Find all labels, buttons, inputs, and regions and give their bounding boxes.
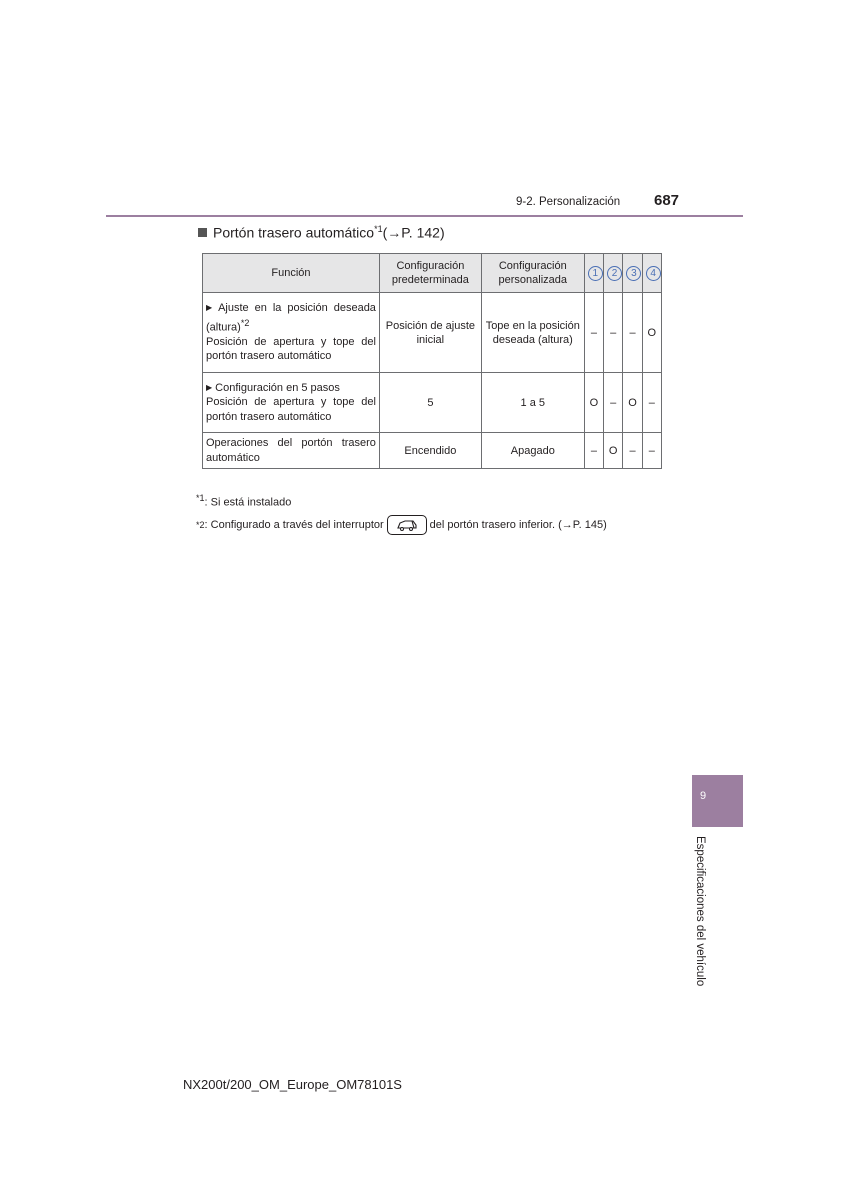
row-function-main: Operaciones del portón trasero automático [206, 437, 376, 464]
footnote-1-text: : Si está instalado [204, 496, 292, 509]
footnote-1-mark: *1 [196, 493, 205, 503]
row-mark-4: – [642, 373, 661, 433]
table-row [203, 293, 662, 373]
table-row [203, 373, 662, 433]
row-mark-2: – [604, 373, 623, 433]
header-num-1 [584, 254, 603, 293]
section-title-text: Portón trasero automático [213, 224, 375, 241]
row-function-sub: Posición de apertura y tope del portón trasero automático [206, 335, 376, 363]
row-default: Encendido [379, 433, 481, 469]
section-title-footnote-mark: *1 [374, 224, 383, 234]
footnote-2-mark: *2 [196, 520, 205, 530]
row-mark-2: O [604, 433, 623, 469]
row-custom: 1 a 5 [481, 373, 584, 433]
footnote-1 [196, 493, 291, 509]
circled-number-icon: 4 [646, 266, 661, 281]
settings-table [202, 253, 662, 469]
page-number: 687 [654, 192, 680, 209]
header-function: Función [203, 254, 380, 293]
row-default: Posición de ajuste inicial [379, 293, 481, 373]
table-header-row [203, 254, 662, 293]
row-mark-1: – [584, 433, 603, 469]
header-divider [106, 215, 743, 217]
section-title-page-ref: (→P. 142) [382, 224, 445, 241]
row-custom: Tope en la posición deseada (altura) [481, 293, 584, 373]
row-mark-3: – [623, 293, 642, 373]
footnote-2-text-b: del portón trasero inferior. (→P. 145) [429, 519, 607, 531]
tailgate-switch-icon [387, 515, 427, 535]
circled-number-icon: 1 [588, 266, 603, 281]
row-mark-2: – [604, 293, 623, 373]
header-num-2 [604, 254, 623, 293]
header-num-4 [642, 254, 661, 293]
header-custom: Configuración personalizada [481, 254, 584, 293]
square-bullet-icon [198, 228, 207, 237]
row-mark-3: O [623, 373, 642, 433]
row-function [203, 433, 380, 469]
row-function [203, 293, 380, 373]
circled-number-icon: 3 [626, 266, 641, 281]
chapter-tab-label: Especificaciones del vehículo [694, 836, 706, 987]
chapter-tab-number: 9 [700, 790, 707, 802]
row-mark-1: O [584, 373, 603, 433]
row-mark-3: – [623, 433, 642, 469]
footer-doc-code: NX200t/200_OM_Europe_OM78101S [183, 1077, 402, 1092]
footnote-2 [196, 515, 607, 535]
row-custom: Apagado [481, 433, 584, 469]
row-mark-4: O [642, 293, 661, 373]
header-section-title: 9-2. Personalización [516, 196, 621, 208]
triangle-bullet-icon: ▶ [206, 303, 216, 313]
row-function-sub: Posición de apertura y tope del portón trasero automático [206, 396, 376, 423]
footnote-2-text-a: : Configurado a través del interruptor [204, 519, 384, 531]
header-default: Configuración predeterminada [379, 254, 481, 293]
row-function [203, 373, 380, 433]
section-title [198, 224, 445, 241]
row-function-footnote-mark: *2 [240, 317, 250, 328]
triangle-bullet-icon: ▶ [206, 382, 213, 392]
circled-number-icon: 2 [607, 266, 622, 281]
row-mark-1: – [584, 293, 603, 373]
row-mark-4: – [642, 433, 661, 469]
row-function-main: Ajuste en la posición deseada (altura) [206, 302, 376, 334]
row-function-main: Configuración en 5 pasos [215, 381, 340, 394]
row-default: 5 [379, 373, 481, 433]
table-row [203, 433, 662, 469]
header-num-3 [623, 254, 642, 293]
